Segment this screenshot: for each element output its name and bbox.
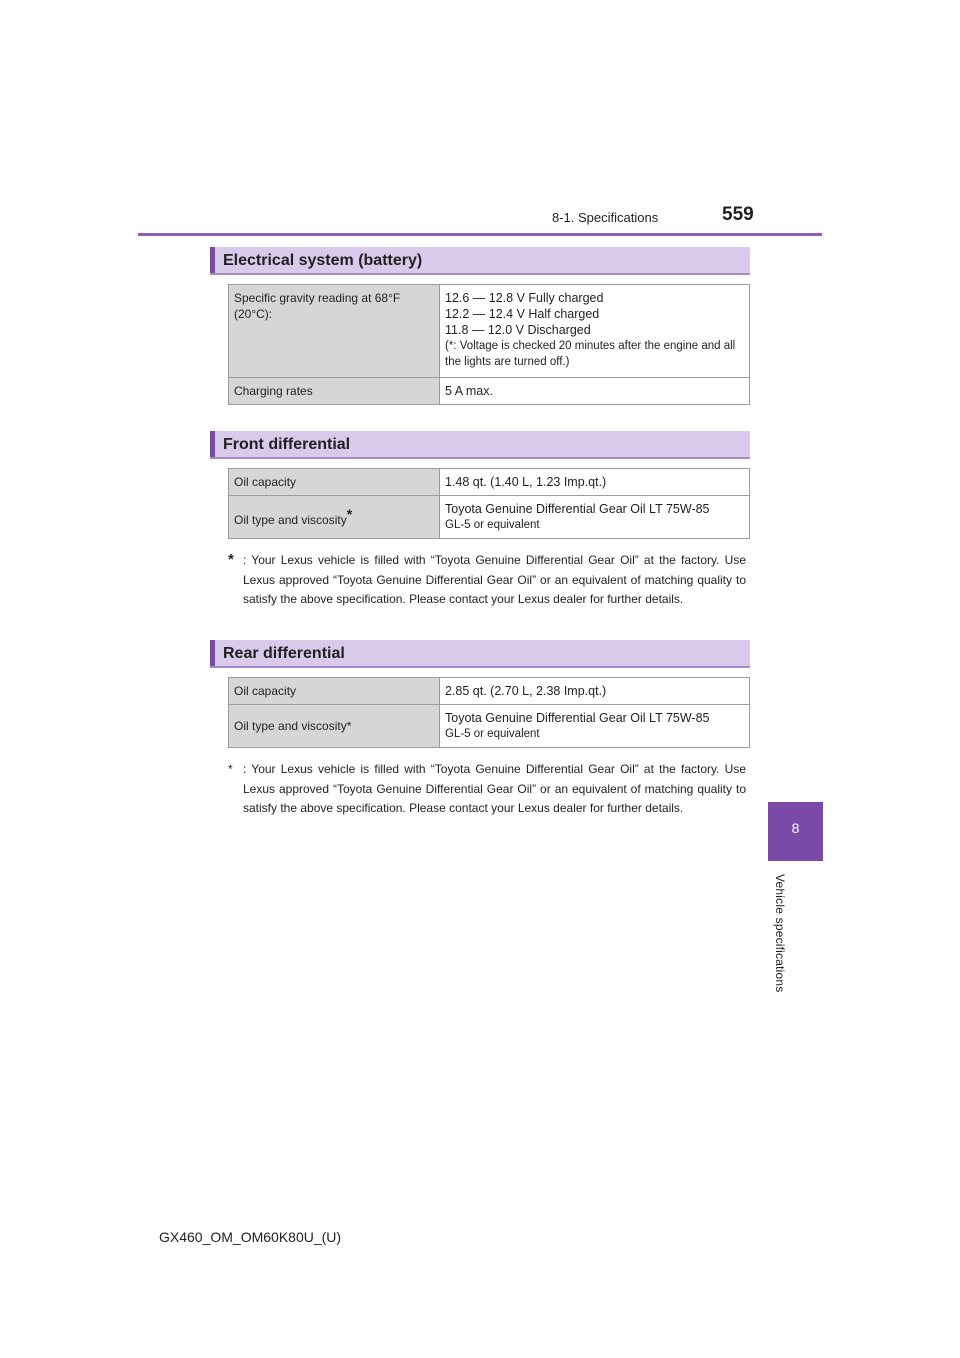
table-row	[229, 705, 750, 748]
rear-footnote-mark: *	[346, 719, 352, 733]
header-section-title: 8-1. Specifications	[552, 210, 659, 225]
electrical-table	[228, 284, 750, 405]
front-differential-table	[228, 468, 750, 539]
front-differential-heading: Front differential	[210, 431, 750, 459]
front-oil-capacity-value: 1.48 qt. (1.40 L, 1.23 Imp.qt.)	[440, 469, 750, 496]
rear-oil-type-value	[440, 705, 750, 748]
rear-footnote-text: : Your Lexus vehicle is filled with “Toyota Genuine Differential Gear Oil” at the factory. Use Lexus approved “Toyota Genuine Differential Gear Oil” or an equivalent of matching quality to satisfy the above specification. Please contact your Lexus dealer for further details.	[243, 762, 746, 815]
page-number: 559	[722, 204, 754, 225]
chapter-number: 8	[791, 820, 800, 836]
front-oil-capacity-label: Oil capacity	[229, 469, 440, 496]
charging-rates-label: Charging rates	[229, 378, 440, 405]
charging-rates-value: 5 A max.	[440, 378, 750, 405]
table-row	[229, 496, 750, 539]
header-divider	[138, 233, 822, 236]
front-footnote-text: : Your Lexus vehicle is filled with “Toyota Genuine Differential Gear Oil” at the factory. Use Lexus approved “Toyota Genuine Differential Gear Oil” or an equivalent of matching quality to satisfy the above specification. Please contact your Lexus dealer for further details.	[243, 553, 746, 606]
front-oil-type-value	[440, 496, 750, 539]
document-code: GX460_OM_OM60K80U_(U)	[159, 1229, 342, 1245]
rear-oil-type-label	[229, 705, 440, 748]
table-row	[229, 678, 750, 705]
rear-oil-capacity-value: 2.85 qt. (2.70 L, 2.38 Imp.qt.)	[440, 678, 750, 705]
table-row	[229, 469, 750, 496]
rear-footnote-star: *	[228, 762, 233, 776]
electrical-heading: Electrical system (battery)	[210, 247, 750, 275]
specific-gravity-label: Specific gravity reading at 68°F (20°C):	[229, 285, 440, 378]
rear-differential-table	[228, 677, 750, 748]
front-oil-type-label	[229, 496, 440, 539]
table-row	[229, 285, 750, 378]
half-charged-line: 12.2 — 12.4 V Half charged	[445, 307, 600, 321]
rear-footnote	[228, 760, 746, 819]
table-row	[229, 378, 750, 405]
rear-oil-spec-line: Toyota Genuine Differential Gear Oil LT 75W-85	[445, 711, 710, 725]
front-oil-type-text: Oil type and viscosity	[234, 513, 347, 527]
chapter-label: Vehicle specifications	[773, 874, 787, 993]
rear-oil-type-text: Oil type and viscosity	[234, 719, 347, 733]
rear-oil-capacity-label: Oil capacity	[229, 678, 440, 705]
front-oil-spec-line: Toyota Genuine Differential Gear Oil LT 75W-85	[445, 502, 710, 516]
fully-charged-line: 12.6 — 12.8 V Fully charged	[445, 291, 604, 305]
front-oil-grade-line: GL-5 or equivalent	[445, 519, 540, 531]
chapter-tab[interactable]	[768, 802, 823, 861]
specific-gravity-value	[440, 285, 750, 378]
rear-oil-grade-line: GL-5 or equivalent	[445, 728, 540, 740]
front-footnote	[228, 550, 746, 610]
front-footnote-mark: *	[346, 506, 353, 522]
discharged-line: 11.8 — 12.0 V Discharged	[445, 323, 591, 337]
voltage-note: (*: Voltage is checked 20 minutes after the engine and all the lights are turned off.)	[445, 340, 736, 368]
rear-differential-heading: Rear differential	[210, 640, 750, 668]
front-footnote-star: *	[228, 551, 234, 568]
